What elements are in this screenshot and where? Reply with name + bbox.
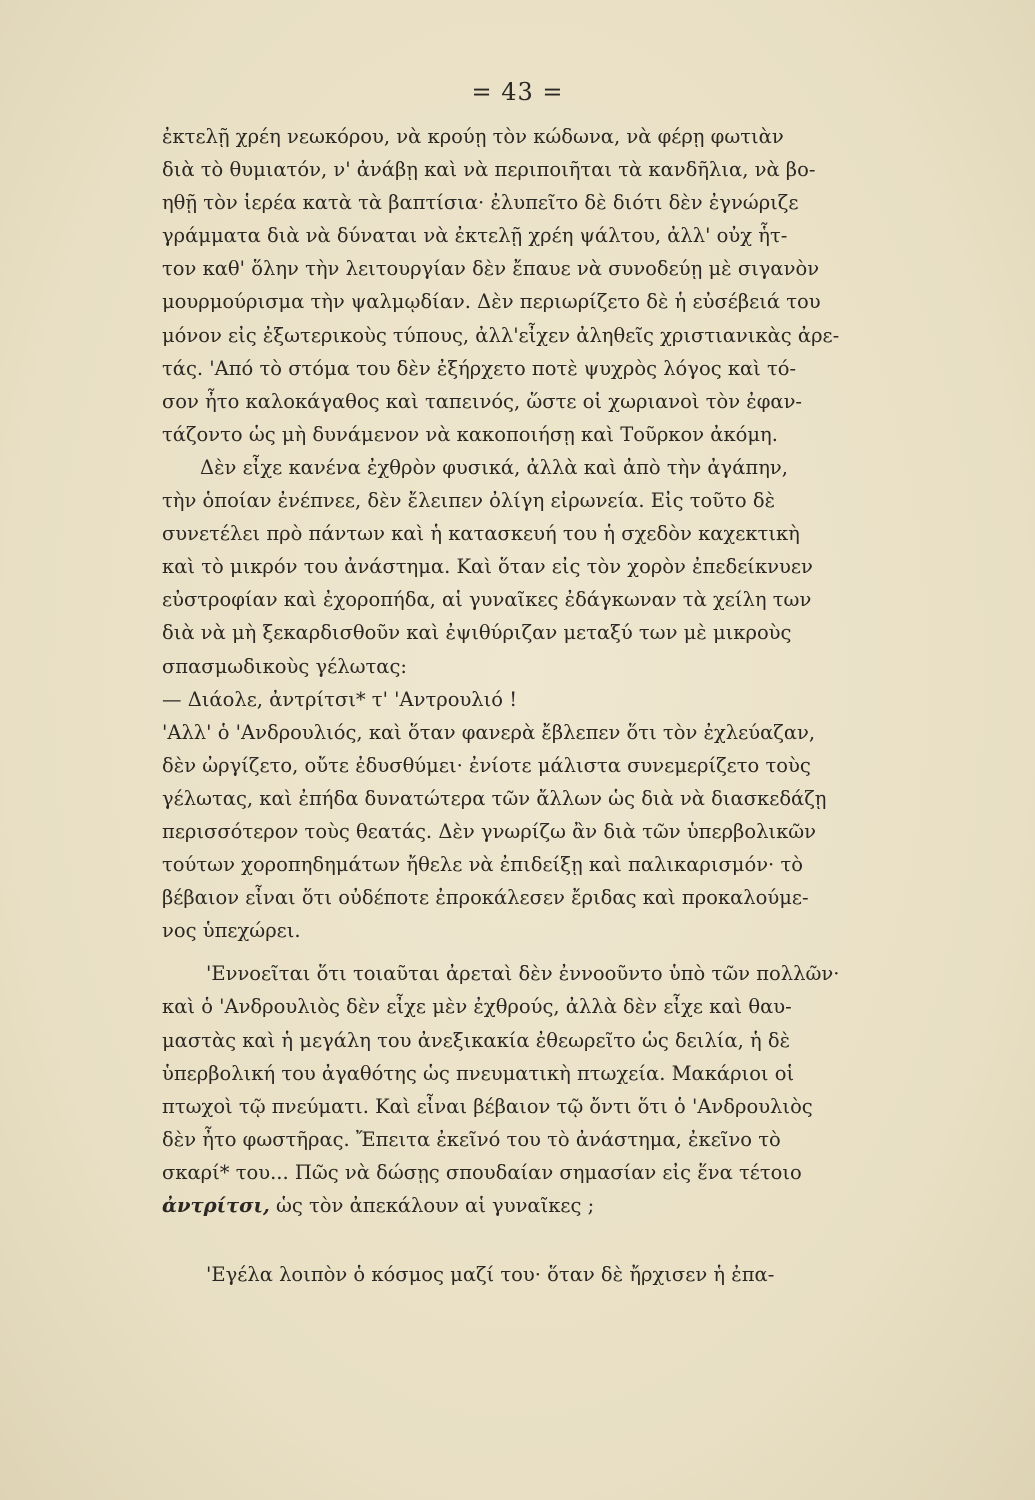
text-line: ἐκτελῇ χρέη νεωκόρου, νὰ κρούῃ τὸν κώδωνα, νὰ φέρῃ φωτιὰν bbox=[162, 125, 784, 148]
text-line: δὲν ὠργίζετο, οὔτε ἐδυσθύμει· ἐνίοτε μάλιστα συνεμερίζετο τοὺς bbox=[162, 753, 811, 777]
text-line: ηθῇ τὸν ἱερέα κατὰ τὰ βαπτίσια· ἐλυπεῖτο δὲ διότι δὲν ἐγνώριζε bbox=[162, 191, 799, 215]
text-line: σπασμωδικοὺς γέλωτας: bbox=[162, 654, 407, 678]
text-line: διὰ τὸ θυμιατόν, ν' ἀνάβῃ καὶ νὰ περιποιῆται τὰ κανδῆλια, νὰ βο- bbox=[162, 158, 816, 182]
text-line: μαστὰς καὶ ἡ μεγάλη του ἀνεξικακία ἐθεωρεῖτο ὡς δειλία, ἡ δὲ bbox=[162, 1028, 791, 1052]
text-line: 'Εννοεῖται ὅτι τοιαῦται ἀρεταὶ δὲν ἐννοοῦντο ὑπὸ τῶν πολλῶν· bbox=[206, 962, 840, 986]
text-line: βέβαιον εἶναι ὅτι οὐδέποτε ἐπροκάλεσεν ἔριδας καὶ προκαλούμε- bbox=[162, 886, 809, 910]
emphasized-word: ἀντρίτσι, bbox=[162, 1194, 270, 1217]
text-line: διὰ νὰ μὴ ξεκαρδισθοῦν καὶ ἐψιθύριζαν μεταξύ των μὲ μικροὺς bbox=[162, 621, 792, 645]
body-text bbox=[162, 120, 922, 1291]
text-line: μόνον εἰς ἐξωτερικοὺς τύπους, ἀλλ'εἶχεν ἀληθεῖς χριστιανικὰς ἀρε- bbox=[162, 323, 840, 347]
text-line: εὐστροφίαν καὶ ἐχοροπήδα, αἱ γυναῖκες ἐδάγκωναν τὰ χείλη των bbox=[162, 588, 812, 612]
text-line: 'Εγέλα λοιπὸν ὁ κόσμος μαζί του· ὅταν δὲ ἤρχισεν ἡ ἐπα- bbox=[206, 1263, 775, 1287]
text-line: Δὲν εἶχε κανένα ἐχθρὸν φυσικά, ἀλλὰ καὶ ἀπὸ τὴν ἀγάπην, bbox=[200, 455, 788, 479]
text-line: πτωχοὶ τῷ πνεύματι. Καὶ εἶναι βέβαιον τῷ ὄντι ὅτι ὁ 'Ανδρουλιὸς bbox=[162, 1094, 813, 1118]
text-line: περισσότερον τοὺς θεατάς. Δὲν γνωρίζω ἂν διὰ τῶν ὑπερβολικῶν bbox=[162, 819, 817, 843]
text-line: τὴν ὁποίαν ἐνέπνεε, δὲν ἔλειπεν ὀλίγη εἰρωνεία. Εἰς τοῦτο δὲ bbox=[162, 489, 776, 513]
text-line: τάζοντο ὡς μὴ δυνάμενον νὰ κακοποιήσῃ καὶ Τοῦρκον ἀκόμη. bbox=[162, 422, 778, 446]
text-line: δὲν ἦτο φωστῆρας. Ἔπειτα ἐκεῖνό του τὸ ἀνάστημα, ἐκεῖνο τὸ bbox=[162, 1127, 781, 1151]
text-line: γέλωτας, καὶ ἐπήδα δυνατώτερα τῶν ἄλλων ὡς διὰ νὰ διασκεδάζῃ bbox=[162, 786, 827, 810]
text-line: ὑπερβολική του ἀγαθότης ὡς πνευματικὴ πτωχεία. Μακάριοι οἱ bbox=[162, 1061, 795, 1085]
text-line: γράμματα διὰ νὰ δύναται νὰ ἐκτελῇ χρέη ψάλτου, ἀλλ' οὐχ ἧτ- bbox=[162, 224, 788, 248]
text-line: τάς. 'Από τὸ στόμα του δὲν ἐξήρχετο ποτὲ ψυχρὸς λόγος καὶ τό- bbox=[162, 356, 797, 380]
text-line: μουρμούρισμα τὴν ψαλμῳδίαν. Δὲν περιωρίζετο δὲ ἡ εὐσέβειά του bbox=[162, 290, 821, 314]
text-line: σκαρί* του... Πῶς νὰ δώσῃς σπουδαίαν σημασίαν εἰς ἕνα τέτοιο bbox=[162, 1160, 802, 1184]
text-line: σον ἦτο καλοκάγαθος καὶ ταπεινός, ὥστε οἱ χωριανοὶ τὸν ἐφαν- bbox=[162, 389, 803, 413]
text-line: καὶ τὸ μικρόν του ἀνάστημα. Καὶ ὅταν εἰς τὸν χορὸν ἐπεδείκνυεν bbox=[162, 555, 813, 579]
text-line-rest: ὡς τὸν ἀπεκάλουν αἱ γυναῖκες ; bbox=[276, 1194, 595, 1217]
text-line bbox=[162, 1189, 922, 1222]
page-number: = 43 = bbox=[471, 78, 564, 106]
dialogue-line: — Διάολε, ἀντρίτσι* τ' 'Αντρουλιό ! bbox=[162, 687, 518, 711]
text-line: τον καθ' ὅλην τὴν λειτουργίαν δὲν ἔπαυε νὰ συνοδεύῃ μὲ σιγανὸν bbox=[162, 257, 820, 281]
text-line: καὶ ὁ 'Ανδρουλιὸς δὲν εἶχε μὲν ἐχθρούς, ἀλλὰ δὲν εἶχε καὶ θαυ- bbox=[162, 995, 792, 1019]
text-line: συνετέλει πρὸ πάντων καὶ ἡ κατασκευή του ἡ σχεδὸν καχεκτικὴ bbox=[162, 522, 800, 546]
text-line: τούτων χοροπηδημάτων ἤθελε νὰ ἐπιδείξῃ καὶ παλικαρισμόν· τὸ bbox=[162, 853, 803, 877]
text-line: 'Αλλ' ὁ 'Ανδρουλιός, καὶ ὅταν φανερὰ ἔβλεπεν ὅτι τὸν ἐχλεύαζαν, bbox=[162, 720, 816, 744]
text-line: νος ὑπεχώρει. bbox=[162, 919, 301, 943]
